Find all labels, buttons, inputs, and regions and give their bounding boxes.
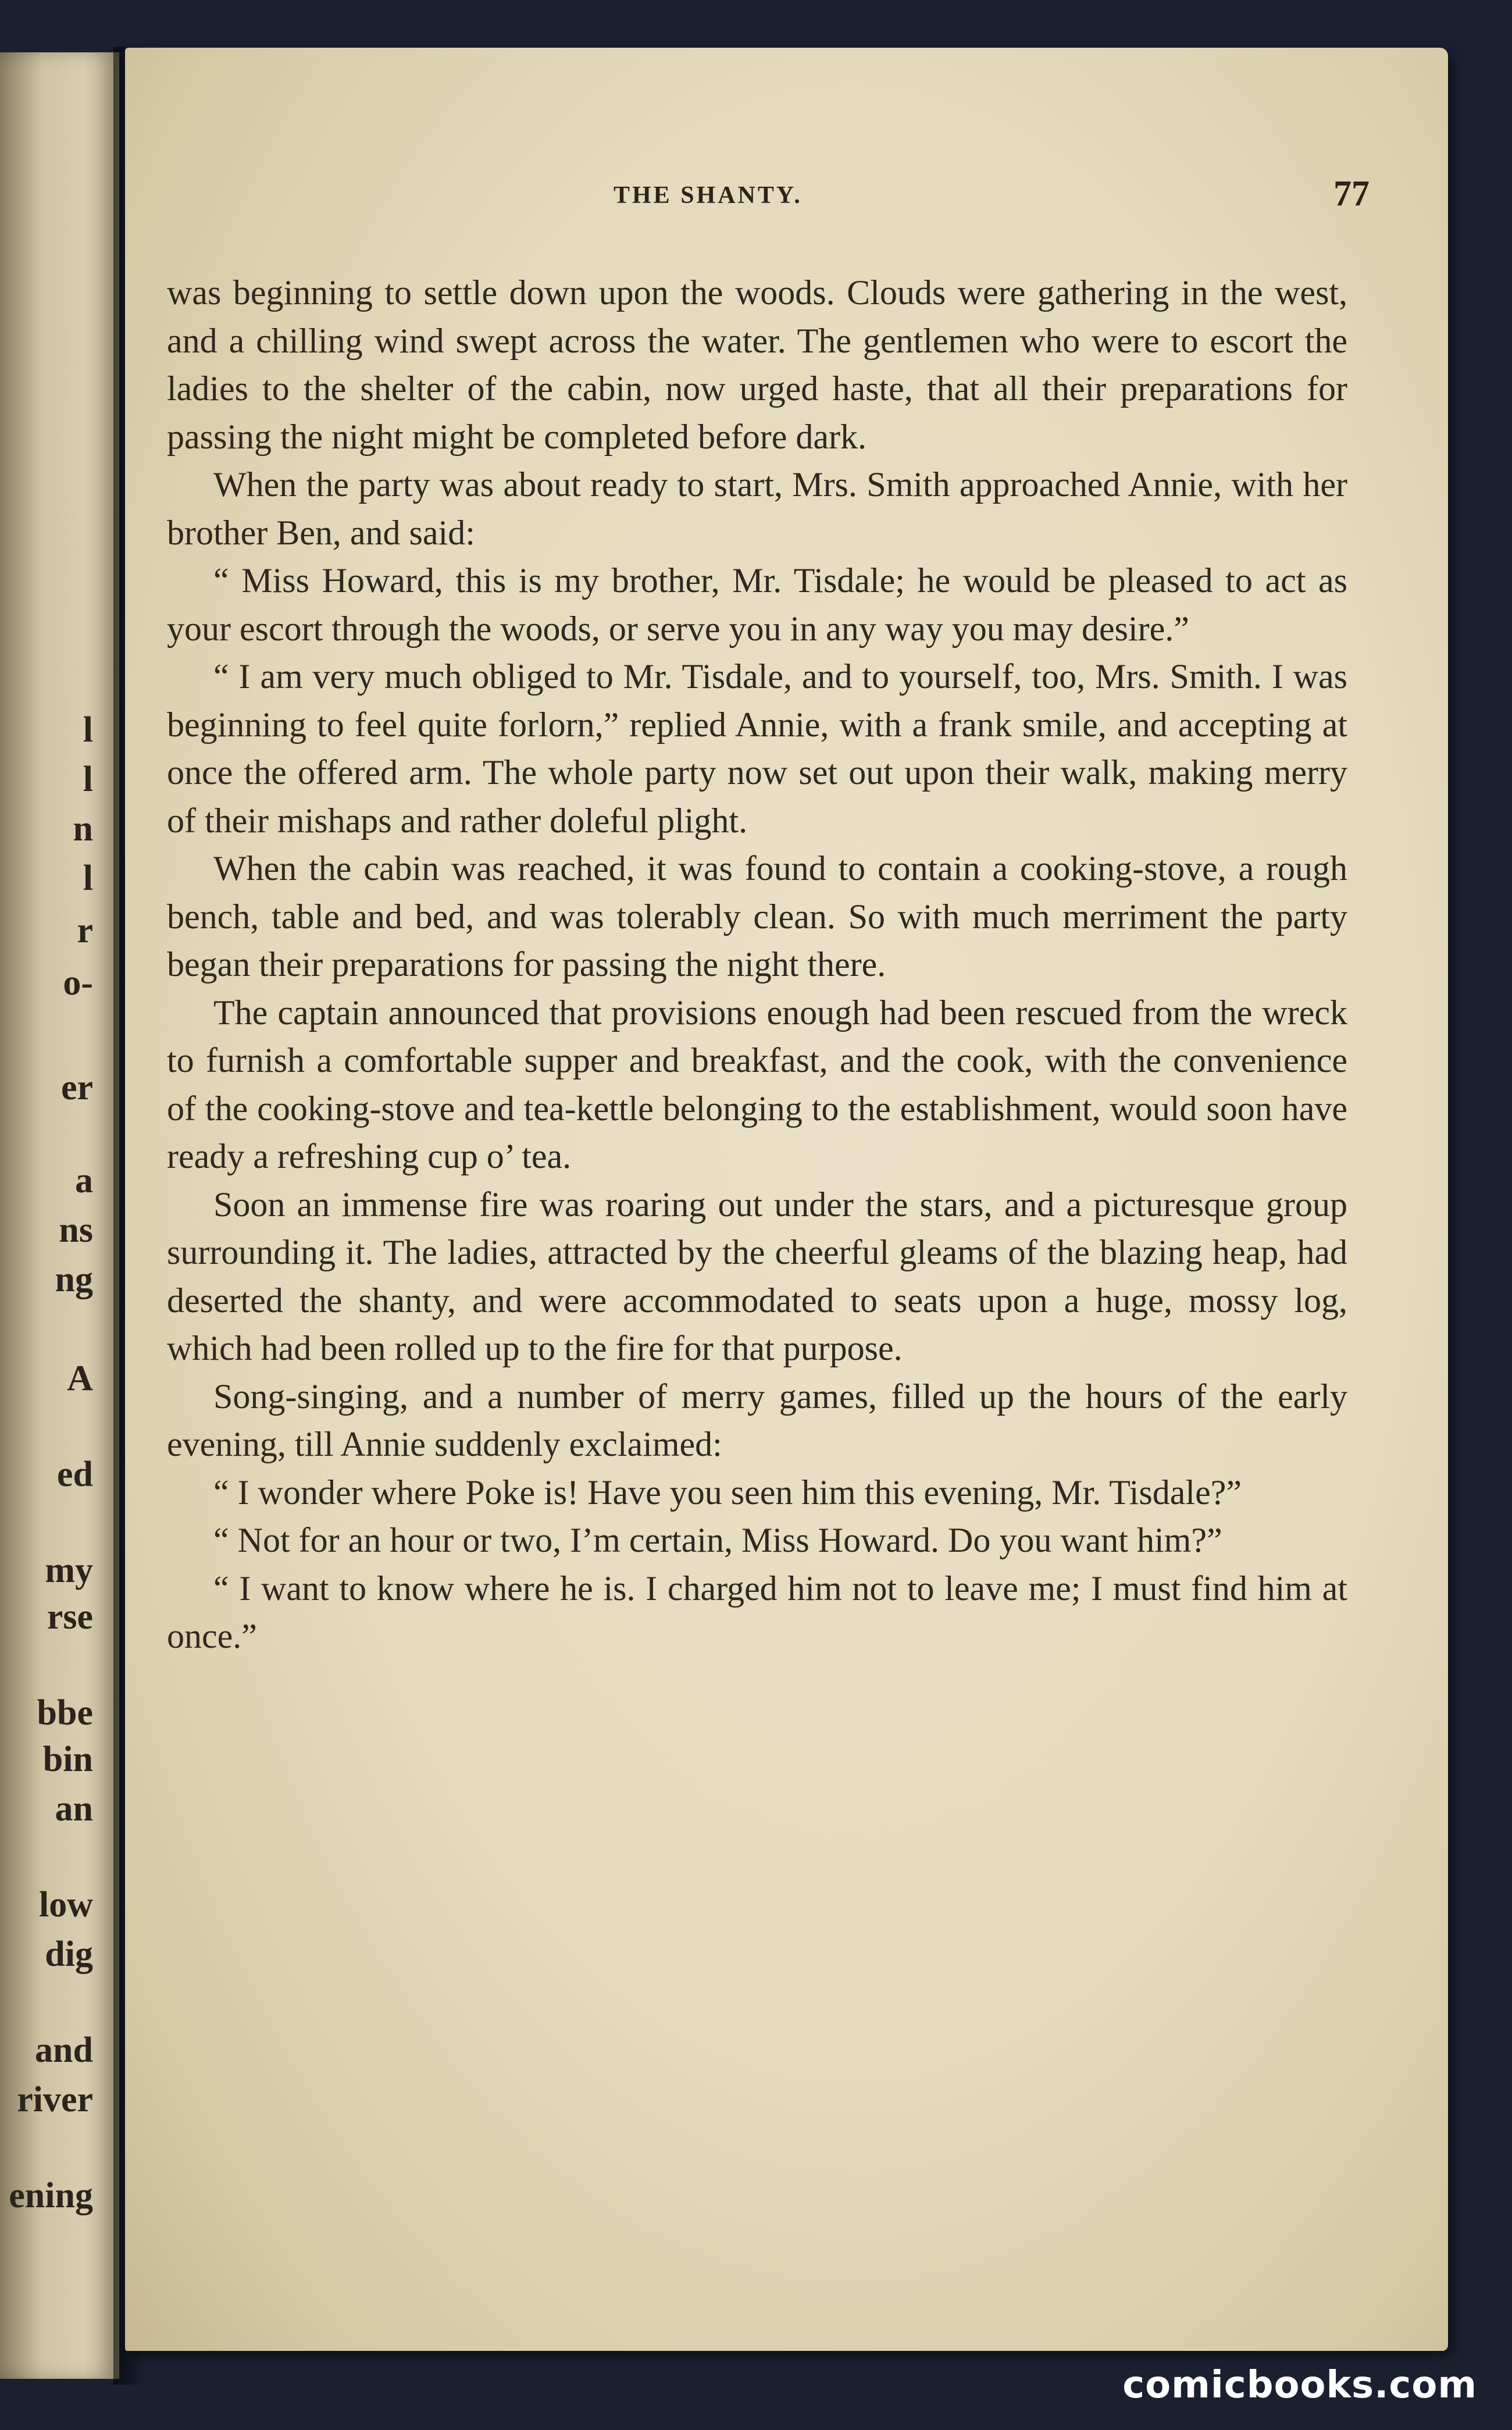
left-page-fragment: a — [75, 1161, 93, 1200]
left-page-fragment: ng — [55, 1260, 93, 1299]
left-page-fragment: ening — [9, 2176, 93, 2215]
left-page-fragment: o- — [63, 963, 93, 1003]
paragraph: “ I want to know where he is. I charged him not to leave me; I must find him at once.” — [167, 1569, 1347, 1655]
paragraph: “ I am very much obliged to Mr. Tisdale, and to yourself, too, Mrs. Smith. I was beginning to feel quite forlorn,” replied Annie, with a frank smile, and accepting at once the offered arm. The whole party now set out upon their walk, making merry of their mishaps and rather doleful plight. — [167, 657, 1347, 840]
paragraph: “ Not for an hour or two, I’m certain, Miss Howard. Do you want him?” — [213, 1521, 1222, 1559]
running-head — [125, 174, 1448, 222]
left-page-fragment: l — [83, 760, 93, 799]
left-page-fragment: and — [35, 2030, 93, 2070]
running-head-title: THE SHANTY. — [614, 182, 803, 209]
paragraph: Soon an immense fire was roaring out under the stars, and a picturesque group surrounding it. The ladies, attracted by the cheerful gleams of the blazing heap, had deserted the shanty, and were accommodated to seats upon a huge, mossy log, which had been rolled up to the fire for that purpose. — [167, 1185, 1347, 1367]
book-page — [125, 48, 1448, 2351]
watermark: comicbooks.com — [1122, 2364, 1477, 2407]
left-page-fragment: bbe — [37, 1693, 93, 1733]
paragraph: “ I wonder where Poke is! Have you seen him this evening, Mr. Tisdale?” — [213, 1473, 1242, 1512]
left-page-fragment: low — [39, 1885, 93, 1925]
left-page-fragment: my — [45, 1551, 93, 1590]
left-page-fragment: l — [83, 858, 93, 898]
left-page-fragment: an — [55, 1789, 93, 1829]
left-page-fragment: river — [17, 2080, 93, 2119]
left-page-fragment: A — [67, 1359, 93, 1398]
page-number: 77 — [1333, 174, 1370, 213]
left-page-fragment: dig — [45, 1934, 93, 1974]
paragraph: “ Miss Howard, this is my brother, Mr. Tisdale; he would be pleased to act as your escort through the woods, or serve you in any way you may desire.” — [167, 561, 1347, 648]
page-body-text — [167, 269, 1347, 1661]
left-page-fragment: rse — [47, 1597, 93, 1637]
left-page-fragment: ed — [57, 1455, 93, 1494]
left-page-fragment: ns — [59, 1210, 93, 1250]
paragraph: When the cabin was reached, it was found to contain a cooking-stove, a rough bench, table and bed, and was tolerably clean. So with much merriment the party began their preparations for passing the night there. — [167, 849, 1347, 984]
left-page-fragment: r — [77, 911, 93, 950]
left-facing-page — [0, 52, 119, 2379]
left-page-fragment: n — [73, 809, 93, 849]
left-page-fragment: l — [83, 710, 93, 750]
paragraph: was beginning to settle down upon the woods. Clouds were gathering in the west, and a chilling wind swept across the water. The gentlemen who were to escort the ladies to the shelter of the cabin, now urged haste, that all their preparations for passing the night might be completed before dark. — [167, 273, 1347, 456]
paragraph: Song-singing, and a number of merry games, filled up the hours of the early evening, till Annie suddenly exclaimed: — [167, 1377, 1347, 1463]
paragraph: When the party was about ready to start, Mrs. Smith approached Annie, with her brother Ben, and said: — [167, 465, 1347, 552]
paragraph: The captain announced that provisions enough had been rescued from the wreck to furnish a comfortable supper and breakfast, and the cook, with the convenience of the cooking-stove and tea-kettle belonging to the establishment, would soon have ready a refreshing cup o’ tea. — [167, 993, 1347, 1175]
left-page-fragment: er — [60, 1068, 93, 1107]
left-page-fragment: bin — [42, 1740, 93, 1779]
